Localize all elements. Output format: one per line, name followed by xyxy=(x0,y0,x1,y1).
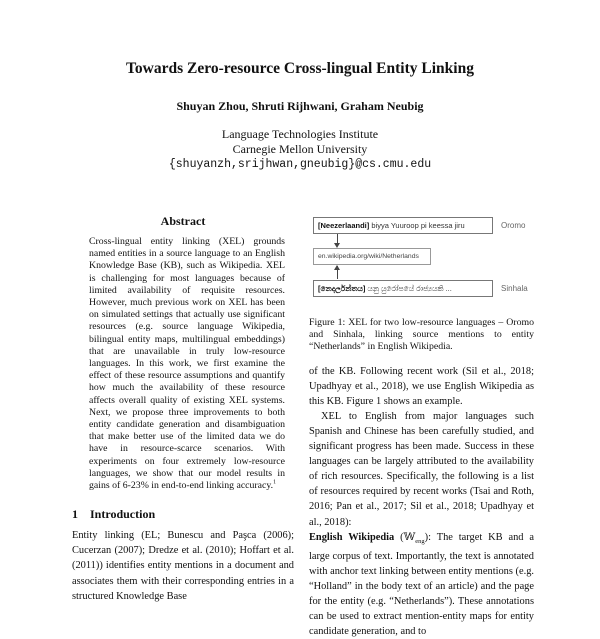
footnote-mark: 1 xyxy=(273,479,277,486)
figure-wikipedia-url: en.wikipedia.org/wiki/Netherlands xyxy=(313,248,431,265)
introduction-text: Entity linking (EL; Bunescu and Paşca (2006); Cucerzan (2007); Dredze et al. (2010); Hoffart et al. (2011)) identifies entity mentions in a document and associates them with their corresponding entries in a structured Knowledge Base xyxy=(72,530,294,602)
paper-authors: Shuyan Zhou, Shruti Rijhwani, Graham Neubig xyxy=(176,99,424,113)
abstract-body: Cross-lingual entity linking (XEL) grounds named entities in a source language to an English Knowledge Base (KB), such as Wikipedia. XEL is challenging for most languages because of limited availability of requisite resources. However, much previous work on XEL has been on simulated settings that actually use significant resources (e.g. source language Wikipedia, bilingual entity maps, multilingual embeddings) that are unavailable in truly low-resource languages. In this work, we first examine the effect of these resource assumptions and quantify how much the availability of these resource affects overall quality of existing XEL systems. Next, we propose three improvements to both entity candidate generation and disambiguation that make better use of the limited data we do have in resource-scarce scenarios. With experiments on four extremely low-resource languages, we show that our model results in gains of 6-23% in end-to-end linking accuracy. xyxy=(89,236,285,492)
abstract-text xyxy=(89,236,285,492)
right-paragraph-1: of the KB. Following recent work (Sil et al., 2018; Upadhyay et al., 2018), we use English Wikipedia as this KB. Figure 1 shows an example. xyxy=(309,365,534,407)
figure-oromo-sentence xyxy=(313,217,493,234)
resource-subscript: eng xyxy=(415,537,425,545)
sinhala-mention: [නෙදර්ලන්තය] xyxy=(318,284,366,293)
figure-label-oromo: Oromo xyxy=(501,221,526,230)
section-title: Introduction xyxy=(90,507,156,522)
right-column xyxy=(309,214,534,639)
section-heading-introduction xyxy=(72,507,294,522)
abstract-heading: Abstract xyxy=(160,214,206,228)
right-paragraph-2: XEL to English from major languages such Spanish and Chinese has been carefully studied, and significant progress has been made. Success in these languages can be largely attributed to the availability of rich resources. Specifically, the following is a list of resources required by recent works (Tsai and Roth, 2016; Pan et al., 2017; Sil et al., 2018; Upadhyay et al., 2018): xyxy=(309,410,534,528)
resource-symbol: (𝕎 xyxy=(394,531,416,543)
paper-title: Towards Zero-resource Cross-lingual Entity Linking xyxy=(126,60,474,77)
right-paragraph-3 xyxy=(309,530,534,639)
resource-description: ): The target KB and a large corpus of text. Importantly, the text is annotated with anchor text linking between entity mentions (e.g. “Holland” in the body text of an article) and the page for the entity (e.g. “Netherlands”). These annotations can be used to extract mention-entity maps for entity candidate generation, and to xyxy=(309,531,534,638)
university-name: Carnegie Mellon University xyxy=(232,142,368,156)
affiliation-block xyxy=(0,127,600,172)
figure-sinhala-sentence xyxy=(313,280,493,297)
oromo-mention: [Neezerlaandi] xyxy=(318,221,370,230)
figure-label-sinhala: Sinhala xyxy=(501,284,528,293)
left-column xyxy=(72,214,294,604)
resource-term: English Wikipedia xyxy=(309,531,395,543)
figure-caption: Figure 1: XEL for two low-resource languages – Oromo and Sinhala, linking source mentions to entity “Netherlands” in English Wikipedia. xyxy=(309,317,534,353)
arrow-up-icon xyxy=(334,265,340,270)
figure-1 xyxy=(309,214,534,310)
sinhala-sentence-rest: යනු යුරෝපයේ රාජ්‍යයකි ... xyxy=(365,284,452,293)
institute-name: Language Technologies Institute xyxy=(221,127,379,141)
section-number: 1 xyxy=(72,507,78,522)
author-emails: {shuyanzh,srijhwan,gneubig}@cs.cmu.edu xyxy=(168,158,432,171)
oromo-sentence-rest: biyya Yuuroop pi keessa jiru xyxy=(369,221,465,230)
